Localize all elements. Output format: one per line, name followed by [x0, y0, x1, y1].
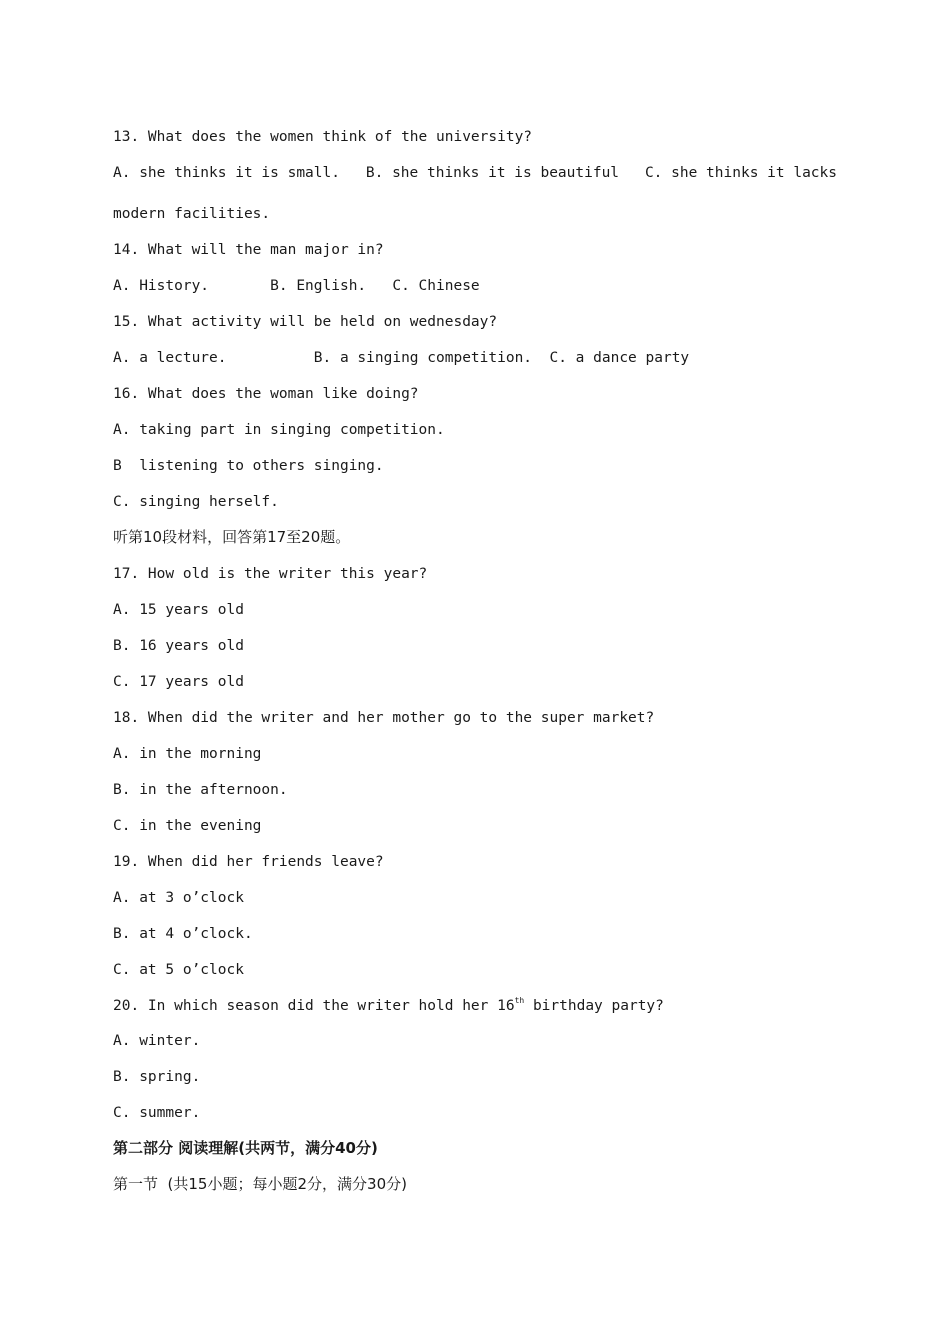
q19-option-b: B. at 4 o’clock. [113, 926, 253, 942]
q14-options: A. History. B. English. C. Chinese [113, 278, 480, 294]
q13-option-c-continued: modern facilities. [113, 206, 271, 222]
q15-stem: 15. What activity will be held on wednesday? [113, 314, 498, 330]
section-instruction: 听第10段材料，回答第17至20题。 [113, 528, 351, 546]
q17-option-b: B. 16 years old [113, 638, 244, 654]
q16-stem: 16. What does the woman like doing? [113, 386, 419, 402]
q19-stem: 19. When did her friends leave? [113, 854, 384, 870]
q17-option-a: A. 15 years old [113, 602, 244, 618]
q18-option-a: A. in the morning [113, 746, 262, 762]
q18-stem: 18. When did the writer and her mother go to the super market? [113, 710, 655, 726]
q13-options [113, 163, 837, 183]
q18-option-c: C. in the evening [113, 818, 262, 834]
q20-stem [113, 996, 664, 1016]
q20-option-a: A. winter. [113, 1033, 201, 1049]
q19-option-a: A. at 3 o’clock [113, 890, 244, 906]
q17-option-c: C. 17 years old [113, 674, 244, 690]
q20-option-c: C. summer. [113, 1105, 201, 1121]
q20-stem-text: 20. In which season did the writer hold her 16 [113, 998, 515, 1014]
q20-stem-text-end: birthday party? [524, 998, 664, 1014]
q16-option-a: A. taking part in singing competition. [113, 422, 445, 438]
q15-options: A. a lecture. B. a singing competition. C. a dance party [113, 350, 690, 366]
q20-stem-superscript: th [514, 996, 525, 1005]
q17-stem: 17. How old is the writer this year? [113, 566, 428, 582]
q14-stem: 14. What will the man major in? [113, 242, 384, 258]
q18-option-b: B. in the afternoon. [113, 782, 288, 798]
part-two-heading: 第二部分 阅读理解(共两节，满分40分) [113, 1139, 378, 1157]
q13-option-c: C. she thinks it lacks [644, 165, 837, 181]
q13-option-a: A. she thinks it is small. [113, 165, 340, 181]
q20-option-b: B. spring. [113, 1069, 201, 1085]
q13-option-b: B. she thinks it is beautiful [365, 165, 620, 181]
q16-option-c: C. singing herself. [113, 494, 279, 510]
q19-option-c: C. at 5 o’clock [113, 962, 244, 978]
section-one-heading: 第一节 (共15小题；每小题2分，满分30分) [113, 1175, 407, 1193]
q13-stem: 13. What does the women think of the university? [113, 129, 533, 145]
q16-option-b: B listening to others singing. [113, 458, 384, 474]
